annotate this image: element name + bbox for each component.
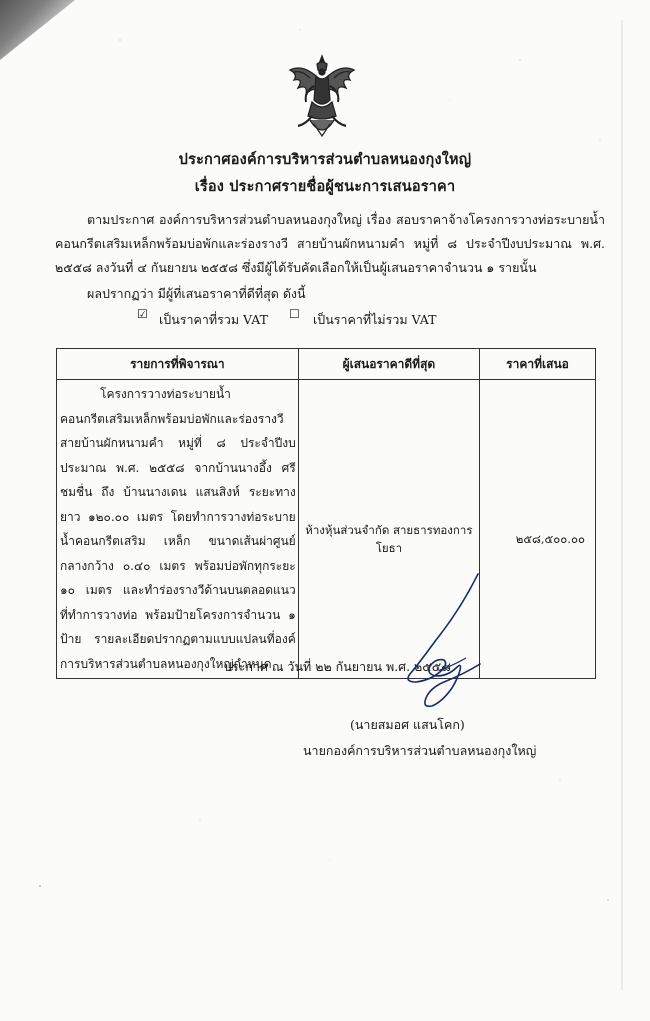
header-price: ราคาที่เสนอ	[480, 349, 596, 380]
bid-price: ๒๕๘,๕๐๐.๐๐	[480, 380, 596, 679]
table-header-row	[57, 349, 596, 380]
scan-shadow	[0, 0, 75, 60]
header-item: รายการที่พิจารณา	[57, 349, 299, 380]
item-description	[57, 380, 299, 679]
announcement-subject: เรื่อง ประกาศรายชื่อผู้ชนะการเสนอราคา	[194, 178, 456, 195]
unchecked-box-icon: ☐	[289, 307, 300, 321]
checked-box-icon: ☑	[137, 307, 148, 321]
signer-name: (นายสมอศ แสนโคก)	[350, 717, 465, 732]
header-bidder: ผู้เสนอราคาดีที่สุด	[298, 349, 479, 380]
result-intro: ผลปรากฏว่า มีผู้ที่เสนอราคาที่ดีที่สุด ดังนี้	[87, 286, 306, 301]
announcement-body-paragraph: ตามประกาศ องค์การบริหารส่วนตำบลหนองกุงใหญ่ เรื่อง สอบราคาจ้างโครงการวางท่อระบายน้ำคอนกรีตเสริมเหล็กพร้อมบ่อพักและร่องรางวี สายบ้านผักหนามคำ หมู่ที่ ๘ ประจำปีงบประมาณ พ.ศ. ๒๕๕๘ ลงวันที่ ๔ กันยายน ๒๕๕๘ ซึ่งมีผู้ได้รับคัดเลือกให้เป็นผู้เสนอราคาจำนวน ๑ รายนั้น	[55, 212, 605, 275]
announcement-title: ประกาศองค์การบริหารส่วนตำบลหนองกุงใหญ่	[178, 151, 472, 168]
bidder-name: ห้างหุ้นส่วนจำกัด สายธารทองการโยธา	[298, 380, 479, 679]
signature-icon	[340, 570, 520, 730]
item-description-text: โครงการวางท่อระบายน้ำคอนกรีตเสริมเหล็กพร้อมบ่อพักและร่องรางวี สายบ้านผักหนามคำ หมู่ที่ ๘ ประจำปีงบ ประมาณ พ.ศ. ๒๕๕๘ จากบ้านนางอึ้ง ศรีชมชื่น ถึง บ้านนางเดน แสนสิงห์ ระยะทางยาว ๑๒๐.๐๐ เมตร โดยทำการวางท่อระบายน้ำคอนกรีตเสริม เหล็ก ขนาดเส้นผ่าศูนย์ กลางกว้าง ๐.๔๐ เมตร พร้อมบ่อพักทุกระยะ ๑๐ เมตร และทำร่องรางวีด้านบนตลอดแนวที่ทำการวางท่อ พร้อมป้ายโครงการจำนวน ๑ ป้าย รายละเอียดปรากฏตามแบบแปลนที่องค์ การบริหารส่วนตำบลหนองกุงใหญ่กำหนด	[60, 387, 296, 671]
signer-position: นายกองค์การบริหารส่วนตำบลหนองกุงใหญ่	[303, 743, 537, 758]
vat-excluded-label: เป็นราคาที่ไม่รวม VAT	[313, 312, 437, 327]
garuda-emblem-icon	[284, 52, 360, 140]
vat-included-label: เป็นราคาที่รวม VAT	[159, 312, 268, 327]
announcement-date: ประกาศ ณ วันที่ ๒๒ กันยายน พ.ศ. ๒๕๕๘	[224, 659, 451, 674]
vat-options	[137, 306, 597, 332]
